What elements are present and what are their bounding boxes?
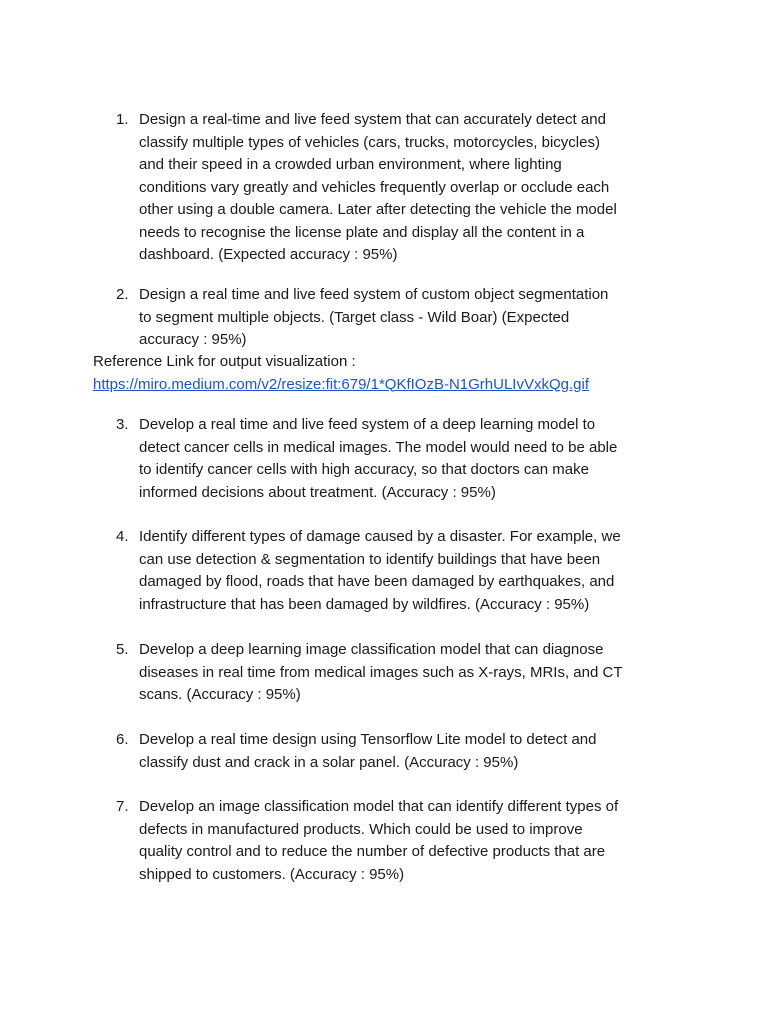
list-item-number: 6.	[116, 731, 129, 748]
list-item-number: 3.	[116, 416, 129, 433]
list-item-number: 1.	[116, 111, 129, 128]
list-item-text: Develop a real time and live feed system of a deep learning model to detect cancer cells in medical images. The model would need to be able to identify cancer cells with high accuracy, so that doctors can make informed decisions about treatment. (Accuracy : 95%)	[139, 416, 618, 501]
reference-block	[93, 351, 693, 396]
list-item-number: 2.	[116, 286, 129, 303]
reference-link[interactable]: https://miro.medium.com/v2/resize:fit:679/1*QKfIOzB-N1GrhULIvVxkQg.gif	[93, 375, 589, 393]
list-item-text: Develop an image classification model that can identify different types of defects in manufactured products. Which could be used to improve quality control and to reduce the number of defective products that are shipped to customers. (Accuracy : 95%)	[139, 798, 619, 883]
list-item-text: Identify different types of damage caused by a disaster. For example, we can use detection & segmentation to identify buildings that have been damaged by flood, roads that have been damaged by earthquakes, and infrastructure that has been damaged by wildfires. (Accuracy : 95%)	[139, 528, 621, 613]
list-item-text: Design a real-time and live feed system that can accurately detect and classify multiple types of vehicles (cars, trucks, motorcycles, bicycles) and their speed in a crowded urban environment, where lighting conditions vary greatly and vehicles frequently overlap or occlude each other using a double camera. Later after detecting the vehicle the model needs to recognise the license plate and display all the content in a dashboard. (Expected accuracy : 95%)	[139, 111, 617, 263]
list-item-number: 7.	[116, 798, 129, 815]
list-item-text: Develop a deep learning image classification model that can diagnose diseases in real time from medical images such as X-rays, MRIs, and CT scans. (Accuracy : 95%)	[139, 641, 623, 703]
list-item-number: 4.	[116, 528, 129, 545]
reference-label: Reference Link for output visualization :	[93, 353, 356, 370]
list-item-text: Develop a real time design using Tensorflow Lite model to detect and classify dust and crack in a solar panel. (Accuracy : 95%)	[139, 731, 597, 771]
list-item-number: 5.	[116, 641, 129, 658]
list-item-text: Design a real time and live feed system of custom object segmentation to segment multiple objects. (Target class - Wild Boar) (Expected accuracy : 95%)	[139, 286, 609, 348]
